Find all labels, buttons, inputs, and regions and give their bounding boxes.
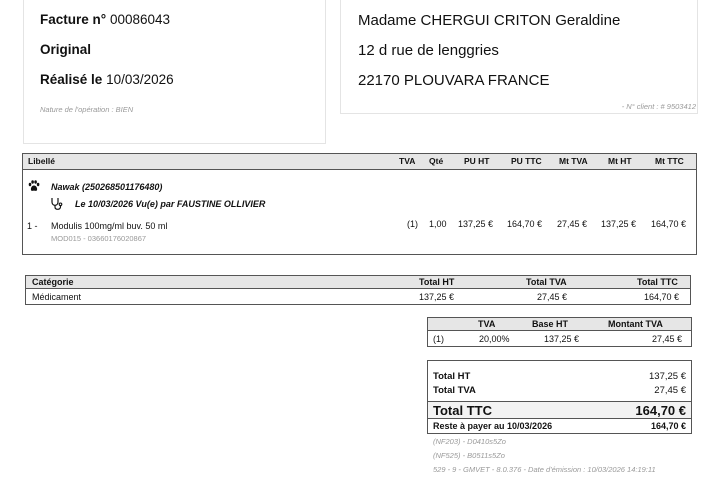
balance-due-label: Reste à payer au 10/03/2026 (433, 421, 553, 431)
vat-base: 137,25 € (544, 334, 580, 344)
total-tva-label: Total TVA (433, 385, 476, 396)
visit-info: Le 10/03/2026 Vu(e) par FAUSTINE OLLIVIER (75, 199, 266, 209)
vat-rate: 20,00% (479, 334, 510, 344)
items-table (22, 153, 697, 255)
col-total-ht: Total HT (419, 277, 455, 287)
row-index: 1 - (27, 221, 38, 231)
client-name: Madame CHERGUI CRITON Geraldine (358, 12, 621, 29)
row-tva: (1) (407, 219, 418, 229)
total-tva-row (433, 385, 686, 396)
vat-table (427, 317, 692, 347)
total-ht-row (433, 371, 686, 382)
col-categorie: Catégorie (32, 277, 74, 287)
invoice-label: Facture n° (40, 12, 107, 27)
category-total-ttc: 164,70 € (644, 292, 680, 302)
vat-code: (1) (433, 334, 444, 344)
balance-due-value: 164,70 € (650, 421, 686, 431)
invoice-number (40, 12, 170, 27)
category-total-ht: 137,25 € (419, 292, 455, 302)
original-text: Original (40, 42, 92, 57)
category-table-header (26, 276, 690, 289)
row-ref: MOD015 - 03660176020867 (51, 234, 147, 243)
col-tva: TVA (399, 156, 416, 166)
total-ttc-value: 164,70 € (635, 403, 686, 418)
col-qte: Qté (429, 156, 444, 166)
row-mt-ht: 137,25 € (601, 219, 637, 229)
total-tva-value: 27,45 € (654, 385, 686, 396)
category-name: Médicament (32, 292, 82, 302)
balance-due-row (433, 421, 686, 431)
col-montant-tva: Montant TVA (608, 319, 663, 329)
col-pu-ttc: PU TTC (511, 156, 542, 166)
total-ht-label: Total HT (433, 371, 471, 382)
items-table-header (23, 154, 696, 170)
date-value: 10/03/2026 (106, 72, 174, 87)
row-mt-ttc: 164,70 € (651, 219, 687, 229)
row-label: Modulis 100mg/ml buv. 50 ml (51, 221, 168, 231)
row-pu-ht: 137,25 € (458, 219, 494, 229)
total-ttc-label: Total TTC (433, 403, 492, 418)
col-base-ht: Base HT (532, 319, 569, 329)
col-libelle: Libellé (28, 156, 55, 166)
row-qty: 1,00 (429, 219, 447, 229)
col-mt-ht: Mt HT (608, 156, 632, 166)
paw-icon (28, 180, 40, 192)
col-total-ttc: Total TTC (637, 277, 678, 287)
invoice-date (40, 72, 174, 87)
footer-emission: 529 - 9 - GMVET - 8.0.376 - Date d'émission : 10/03/2026 14:19:11 (433, 465, 656, 474)
row-mt-tva: 27,45 € (557, 219, 588, 229)
col-vat-rate: TVA (478, 319, 496, 329)
col-mt-tva: Mt TVA (559, 156, 588, 166)
invoice-number-value: 00086043 (109, 12, 171, 27)
col-total-tva: Total TVA (526, 277, 567, 287)
footer-nf525: (NF525) - B0511s5Zo (433, 451, 505, 460)
animal-name: Nawak (250268501176480) (51, 182, 163, 192)
footer-nf203: (NF203) - D0410s5Zo (433, 437, 506, 446)
client-number: - N° client : # 9503412 (621, 102, 696, 111)
category-table (25, 275, 691, 305)
stethoscope-icon (50, 197, 63, 210)
operation-nature: Nature de l'opération : BIEN (40, 105, 134, 114)
col-mt-ttc: Mt TTC (655, 156, 684, 166)
original-label (40, 42, 91, 57)
category-total-tva: 27,45 € (537, 292, 568, 302)
vat-table-header (428, 318, 691, 331)
totals-box (427, 360, 692, 434)
date-label: Réalisé le (40, 72, 103, 87)
total-ht-value: 137,25 € (649, 371, 686, 382)
total-ttc-row (428, 401, 691, 419)
client-address-line1: 12 d rue de lenggries (358, 42, 499, 59)
vat-amount: 27,45 € (652, 334, 683, 344)
row-pu-ttc: 164,70 € (507, 219, 543, 229)
col-pu-ht: PU HT (464, 156, 490, 166)
client-address-line2: 22170 PLOUVARA FRANCE (358, 72, 550, 89)
